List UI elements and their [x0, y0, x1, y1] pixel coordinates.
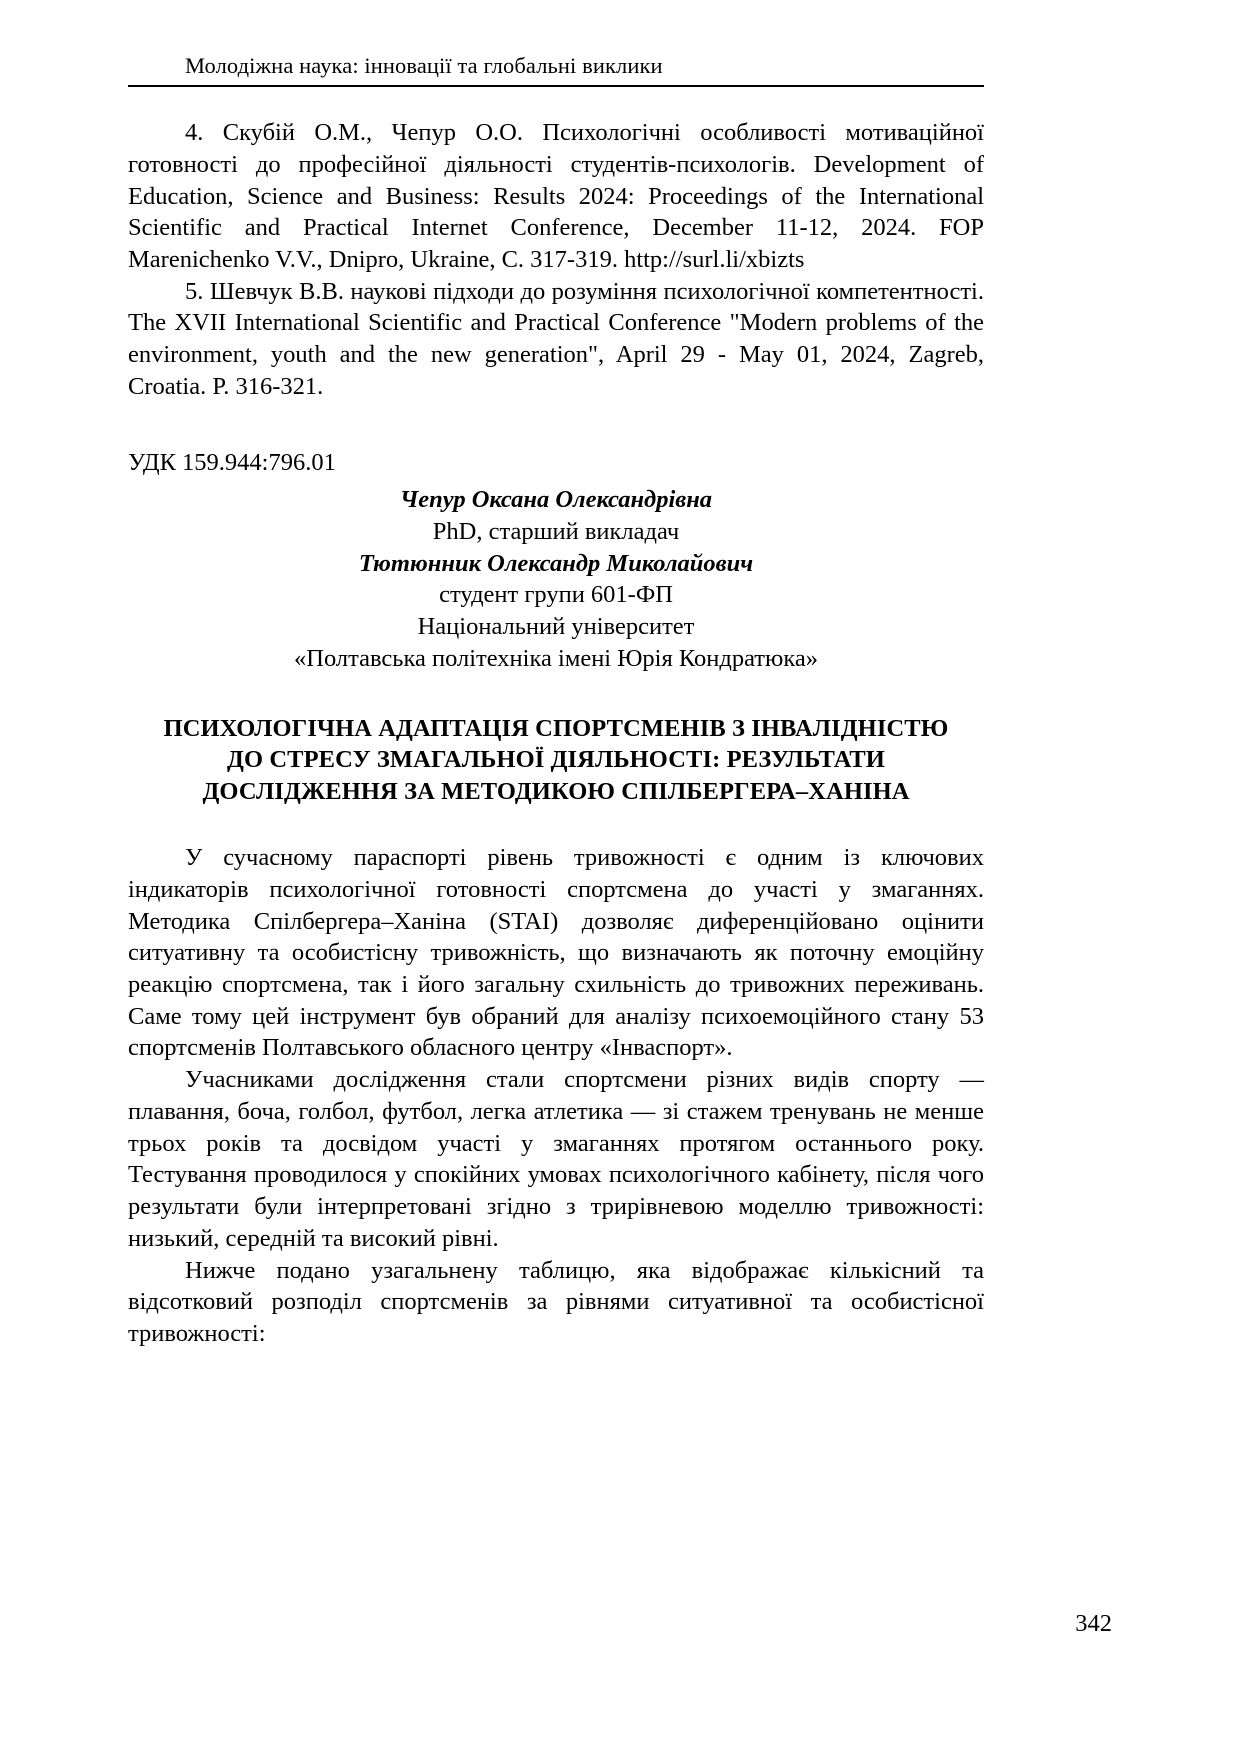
author-position-secondary: студент групи 601-ФП	[439, 581, 673, 609]
author-block	[128, 484, 984, 674]
reference-list	[128, 117, 984, 402]
header-divider	[128, 85, 984, 87]
article-title-line-1: ПСИХОЛОГІЧНА АДАПТАЦІЯ СПОРТСМЕНІВ З ІНВАЛІДНІСТЮ	[163, 714, 949, 742]
body-paragraph-2: Учасниками дослідження стали спортсмени різних видів спорту — плавання, боча, голбол, футбол, легка атлетика — зі стажем тренувань не менше трьох років та досвідом участі у змаганнях протягом останнього року. Тестування проводилося у спокійних умовах психологічного кабінету, після чого результати були інтерпретовані згідно з трирівневою моделлю тривожності: низький, середній та високий рівні.	[128, 1066, 984, 1252]
body-paragraph-1: У сучасному параспорті рівень тривожності є одним із ключових індикаторів психологічної готовності спортсмена до участі у змаганнях. Методика Спілбергера–Ханіна (STAI) дозволяє диференційовано оцінити ситуативну та особистісну тривожність, що визначають як поточну емоційну реакцію спортсмена, так і його загальну схильність до тривожних переживань. Саме тому цей інструмент був обраний для аналізу психоемоційного стану 53 спортсменів Полтавського обласного центру «Інваспорт».	[128, 844, 984, 1062]
page-content	[128, 52, 984, 1350]
author-name-secondary: Тютюнник Олександр Миколайович	[358, 549, 754, 577]
author-position-primary: PhD, старший викладач	[432, 518, 680, 546]
reference-item-5: 5. Шевчук В.В. наукові підходи до розуміння психологічної компетентності. The XVII International Scientific and Practical Conference "Modern problems of the environment, youth and the new generation", April 29 - May 01, 2024, Zagreb, Croatia. P. 316-321.	[128, 277, 984, 400]
udk-code: УДК 159.944:796.01	[128, 448, 336, 476]
article-title-line-3: ДОСЛІДЖЕННЯ ЗА МЕТОДИКОЮ СПІЛБЕРГЕРА–ХАНІНА	[202, 778, 910, 806]
affiliation-line-2: «Полтавська політехніка імені Юрія Кондратюка»	[294, 644, 818, 672]
article-title	[128, 713, 984, 809]
affiliation-line-1: Національний університет	[417, 613, 695, 641]
article-body	[128, 842, 984, 1350]
article-title-line-2: ДО СТРЕСУ ЗМАГАЛЬНОЇ ДІЯЛЬНОСТІ: РЕЗУЛЬТАТИ	[227, 746, 885, 774]
body-paragraph-3: Нижче подано узагальнену таблицю, яка відображає кількісний та відсотковий розподіл спортсменів за рівнями ситуативної та особистісної тривожності:	[128, 1256, 984, 1347]
reference-item-4: 4. Скубій О.М., Чепур О.О. Психологічні особливості мотиваційної готовності до професійної діяльності студентів-психологів. Development of Education, Science and Business: Results 2024: Proceedings of the International Scientific and Practical Internet Conference, December 11-12, 2024. FOP Marenichenko V.V., Dnipro, Ukraine, С. 317-319. http://surl.li/xbizts	[128, 119, 984, 273]
author-name-primary: Чепур Оксана Олександрівна	[399, 486, 713, 514]
page-number: 342	[1075, 1609, 1112, 1637]
running-header-title: Молодіжна наука: інновації та глобальні виклики	[185, 53, 663, 78]
